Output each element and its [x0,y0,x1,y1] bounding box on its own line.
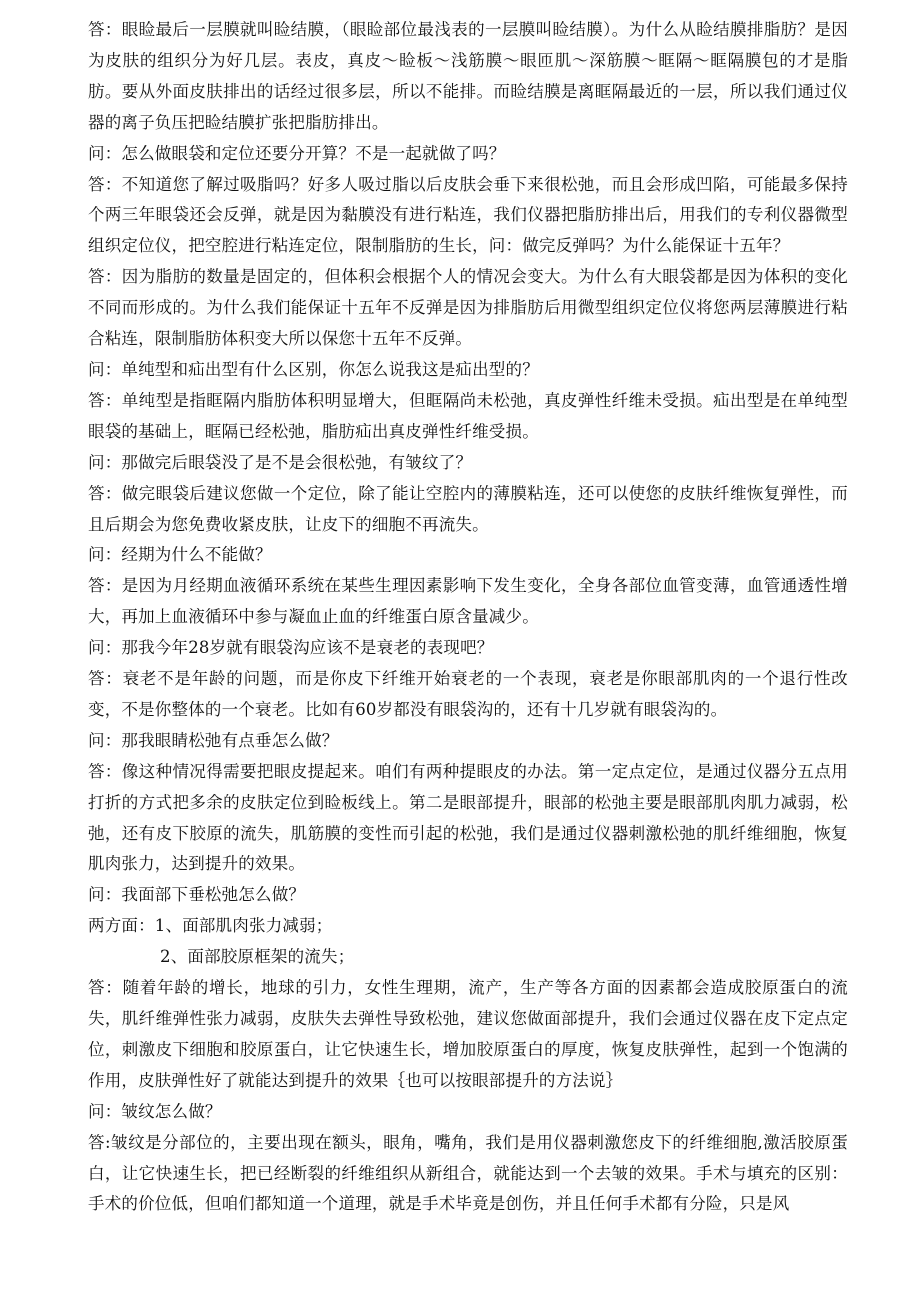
paragraph-answer: 答：单纯型是指眶隔内脂肪体积明显增大，但眶隔尚未松弛，真皮弹性纤维未受损。疝出型是在单纯型眼袋的基础上，眶隔已经松弛，脂肪疝出真皮弹性纤维受损。 [88,390,848,441]
paragraph-answer: 答:皱纹是分部位的，主要出现在额头，眼角，嘴角，我们是用仪器刺激您皮下的纤维细胞,激活胶原蛋白，让它快速生长，把已经断裂的纤维组织从新组合，就能达到一个去皱的效果。手术与填充的区别：手术的价位低，但咱们都知道一个道理，就是手术毕竟是创伤，并且任何手术都有分险，只是风 [88,1132,848,1214]
paragraph-answer: 答：做完眼袋后建议您做一个定位，除了能让空腔内的薄膜粘连，还可以使您的皮肤纤维恢复弹性，而且后期会为您免费收紧皮肤，让皮下的细胞不再流失。 [88,483,848,534]
paragraph-question: 问：单纯型和疝出型有什么区别，你怎么说我这是疝出型的？ [88,359,539,379]
paragraph-question: 问：那我今年28岁就有眼袋沟应该不是衰老的表现吧？ [88,638,494,658]
list-item: 两方面：1、面部肌肉张力减弱； [88,916,333,936]
paragraph-answer: 答：眼睑最后一层膜就叫睑结膜，（眼睑部位最浅表的一层膜叫睑结膜）。为什么从睑结膜排脂肪？是因为皮肤的组织分为好几层。表皮，真皮～睑板～浅筋膜～眼匝肌～深筋膜～眶隔～眶隔膜包的才是脂肪。要从外面皮肤排出的话经过很多层，所以不能排。而睑结膜是离眶隔最近的一层，所以我们通过仪器的离子负压把睑结膜扩张把脂肪排出。 [88,20,848,132]
list-item: 2、面部胶原框架的流失； [160,947,355,967]
paragraph-question: 问：怎么做眼袋和定位还要分开算？不是一起就做了吗？ [88,143,506,163]
paragraph-question: 问：皱纹怎么做？ [88,1101,222,1121]
paragraph-question: 问：那我眼睛松弛有点垂怎么做？ [88,730,339,750]
paragraph-question: 问：那做完后眼袋没了是不是会很松弛，有皱纹了？ [88,452,473,472]
paragraph-answer: 答：是因为月经期血液循环系统在某些生理因素影响下发生变化，全身各部位血管变薄，血管通透性增大，再加上血液循环中参与凝血止血的纤维蛋白原含量减少。 [88,576,848,627]
paragraph-answer: 答：随着年龄的增长，地球的引力，女性生理期，流产，生产等各方面的因素都会造成胶原蛋白的流失，肌纤维弹性张力减弱，皮肤失去弹性导致松弛，建议您做面部提升，我们会通过仪器在皮下定点定位，刺激皮下细胞和胶原蛋白，让它快速生长，增加胶原蛋白的厚度，恢复皮肤弹性，起到一个饱满的作用，皮肤弹性好了就能达到提升的效果｛也可以按眼部提升的方法说｝ [88,978,848,1090]
paragraph-answer: 答：衰老不是年龄的问题，而是你皮下纤维开始衰老的一个表现，衰老是你眼部肌肉的一个退行性改变，不是你整体的一个衰老。比如有60岁都没有眼袋沟的，还有十几岁就有眼袋沟的。 [88,669,848,719]
paragraph-answer: 答：因为脂肪的数量是固定的，但体积会根据个人的情况会变大。为什么有大眼袋都是因为体积的变化不同而形成的。为什么我们能保证十五年不反弹是因为排脂肪后用微型组织定位仪将您两层薄膜进行粘合粘连，限制脂肪体积变大所以保您十五年不反弹。 [88,267,848,349]
paragraph-question: 问：我面部下垂松弛怎么做？ [88,885,306,905]
paragraph-question: 问：经期为什么不能做？ [88,545,272,565]
paragraph-answer: 答：不知道您了解过吸脂吗？好多人吸过脂以后皮肤会垂下来很松弛，而且会形成凹陷，可能最多保持个两三年眼袋还会反弹，就是因为黏膜没有进行粘连，我们仪器把脂肪排出后，用我们的专利仪器微型组织定位仪，把空腔进行粘连定位，限制脂肪的生长，问：做完反弹吗？为什么能保证十五年？ [88,174,848,256]
paragraph-answer: 答：像这种情况得需要把眼皮提起来。咱们有两种提眼皮的办法。第一定点定位，是通过仪器分五点用打折的方式把多余的皮肤定位到睑板线上。第二是眼部提升，眼部的松弛主要是眼部肌肉肌力减弱，松弛，还有皮下胶原的流失，肌筋膜的变性而引起的松弛，我们是通过仪器刺激松弛的肌纤维细胞，恢复肌肉张力，达到提升的效果。 [88,761,848,874]
document-body [88,15,848,1220]
